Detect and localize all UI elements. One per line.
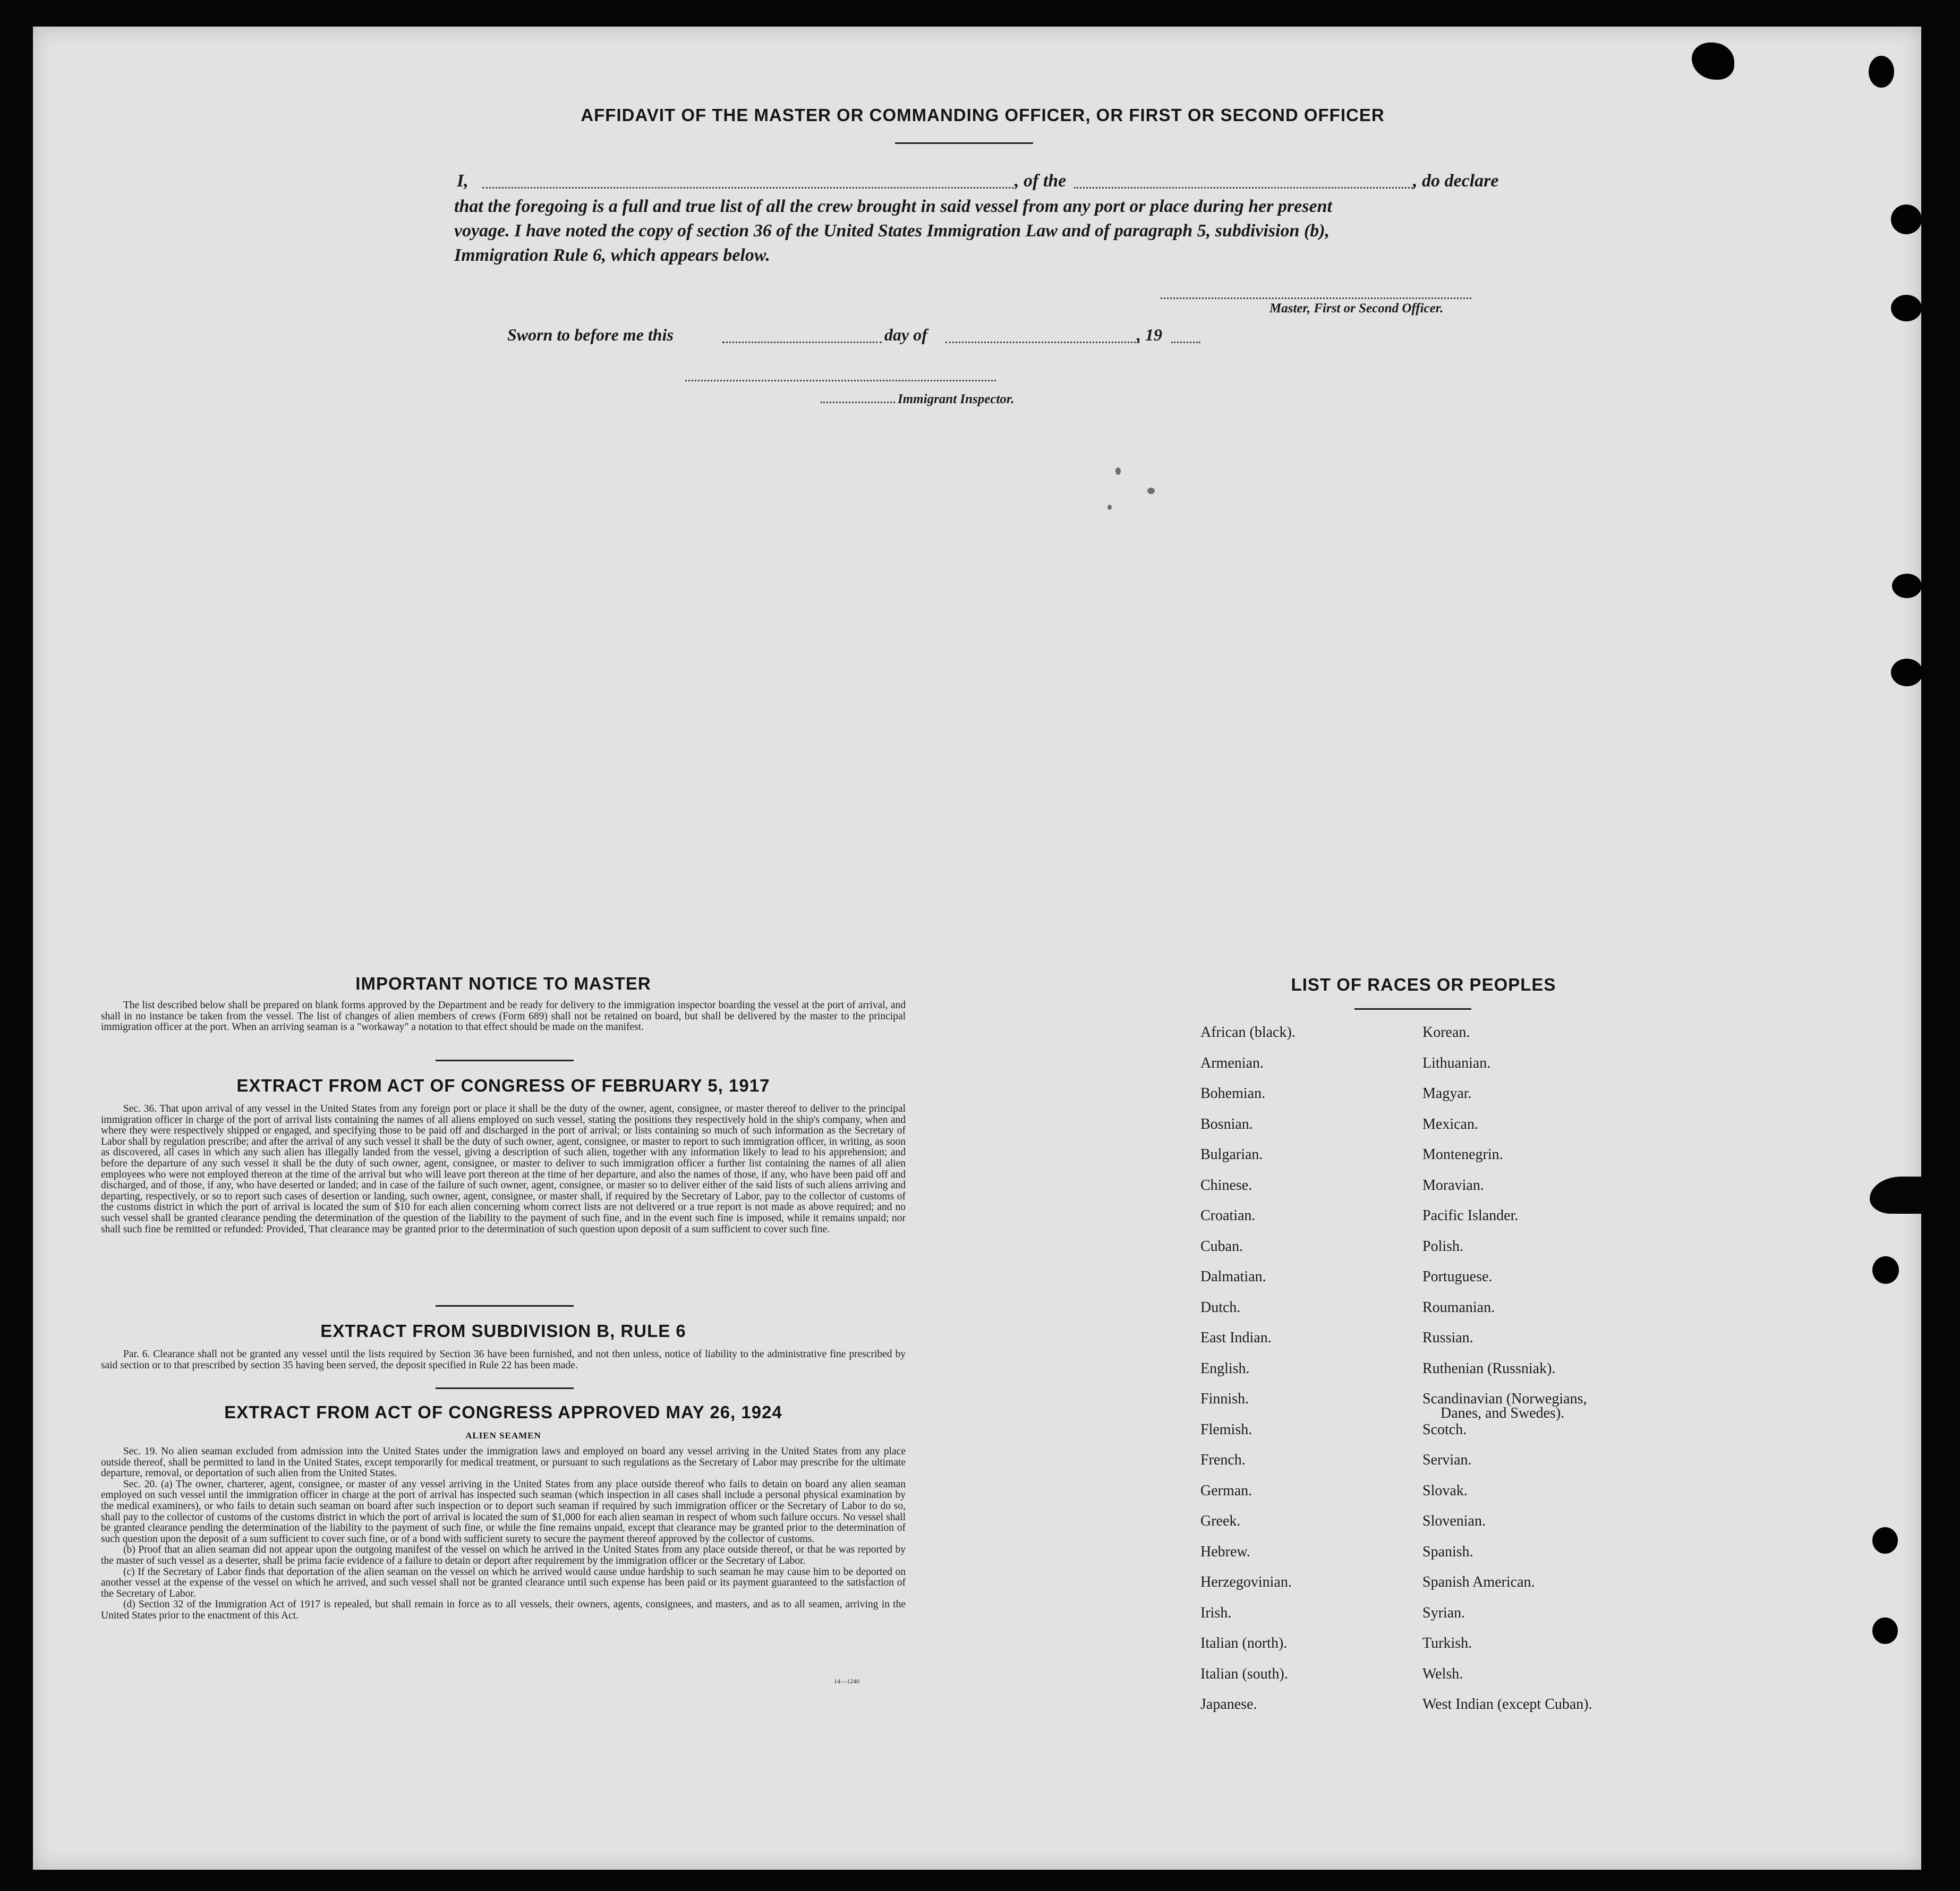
race-item: Magyar. [1422,1085,1472,1102]
affidavit-line-2: that the foregoing is a full and true list of all the crew brought in said vessel from any port or place during her present [454,197,1332,216]
affidavit-title: AFFIDAVIT OF THE MASTER OR COMMANDING OFFICER, OR FIRST OR SECOND OFFICER [581,105,1385,125]
race-item: Japanese. [1200,1696,1257,1713]
race-item: Portuguese. [1422,1268,1493,1285]
affidavit-line-3: voyage. I have noted the copy of section 36 of the United States Immigration Law and of paragraph 5, subdivision (b), [454,221,1330,241]
race-item: Slovenian. [1422,1513,1486,1529]
race-item: Moravian. [1422,1177,1484,1194]
race-item: East Indian. [1200,1330,1272,1346]
extract-rule6-title: EXTRACT FROM SUBDIVISION B, RULE 6 [320,1321,686,1341]
race-item: Dutch. [1200,1299,1241,1316]
race-item: English. [1200,1360,1250,1377]
race-item: Welsh. [1422,1665,1463,1682]
race-item: Greek. [1200,1513,1241,1529]
race-item: Syrian. [1422,1604,1465,1621]
race-item: Dalmatian. [1200,1268,1266,1285]
race-item: Turkish. [1422,1635,1472,1651]
race-item: Hebrew. [1200,1543,1250,1560]
race-item: Bulgarian. [1200,1146,1263,1163]
sec-20b-paragraph: (b) Proof that an alien seaman did not appear upon the outgoing manifest of the vessel on which he arrived in the United States from any place outside thereof, or that he was reported by the master of such vessel as a deserter, shall be prima facie evidence of a failure to detain or deport after requirement by the immigration officer or the Secretary of Labor. [101,1544,906,1566]
alien-seamen-subtitle: ALIEN SEAMEN [465,1430,541,1441]
affidavit-i: I, [457,171,468,191]
race-item: Italian (south). [1200,1665,1288,1682]
race-item: Servian. [1422,1452,1472,1468]
race-item: Slovak. [1422,1482,1468,1499]
sec-19-paragraph: Sec. 19. No alien seaman excluded from admission into the United States under the immigration laws and employed on board any vessel arriving in the United States from any place outside thereof, shall be permitted to land in the United States, except temporarily for medical treatment, or pursuant to such regulations as the Secretary of Labor may prescribe for the ultimate departure, removal, or deportation of such alien from the United States. [101,1446,906,1479]
race-item: Russian. [1422,1330,1473,1346]
paragraph-6: Par. 6. Clearance shall not be granted any vessel until the lists required by Section 36 have been furnished, and not then unless, notice of liability to the administrative fine prescribed by said section or to that prescribed by section 35 having been served, the deposit specified in Rule 22 has been made. [101,1349,906,1371]
race-item: Korean. [1422,1024,1470,1041]
notice-title: IMPORTANT NOTICE TO MASTER [355,974,651,993]
race-item: Pacific Islander. [1422,1207,1519,1224]
race-item: Chinese. [1200,1177,1252,1194]
race-item: Bohemian. [1200,1085,1266,1102]
race-item: Armenian. [1200,1054,1264,1071]
affidavit-declare: , do declare [1413,171,1499,191]
day-of-text: day of [884,325,927,344]
race-item-continuation: Danes, and Swedes). [1441,1405,1565,1421]
notice-paragraph: The list described below shall be prepared on blank forms approved by the Department and be ready for delivery to the immigration inspector boarding the vessel at the port of arrival, and shall in no instance be taken from the vessel. The list of changes of alien members of crews (Form 689) shall not be retained on board, but shall be delivered by the master to the principal immigration officer at the port. When an arriving seaman is a "workaway" a notation to that effect should be made on the manifest. [101,1000,906,1033]
race-item: French. [1200,1452,1246,1468]
race-item: Herzegovinian. [1200,1574,1292,1590]
race-item: African (black). [1200,1024,1296,1041]
race-item: Finnish. [1200,1391,1249,1407]
race-item: German. [1200,1482,1252,1499]
race-item: Bosnian. [1200,1115,1253,1132]
sec-20d-paragraph: (d) Section 32 of the Immigration Act of 1917 is repealed, but shall remain in force as to all vessels, their owners, agents, consignees, and masters, and as to all seamen, arriving in the United States prior to the enactment of this Act. [101,1599,906,1621]
race-item: Ruthenian (Russniak). [1422,1360,1556,1377]
race-item: Montenegrin. [1422,1146,1503,1163]
race-item: Polish. [1422,1238,1464,1255]
races-title: LIST OF RACES OR PEOPLES [1291,975,1556,994]
race-item: Spanish. [1422,1543,1473,1560]
race-item: Cuban. [1200,1238,1243,1255]
sworn-text: Sworn to before me this [507,325,674,344]
race-item: Lithuanian. [1422,1054,1491,1071]
extract-1924-title: EXTRACT FROM ACT OF CONGRESS APPROVED MAY 26, 1924 [224,1402,782,1422]
race-item: Roumanian. [1422,1299,1495,1316]
master-signature-caption: Master, First or Second Officer. [1269,301,1444,316]
race-item: Irish. [1200,1604,1232,1621]
race-item: Mexican. [1422,1115,1478,1132]
race-item: Croatian. [1200,1207,1256,1224]
affidavit-of-the: , of the [1015,171,1067,191]
form-number: 14—1240 [834,1677,859,1685]
sec-20c-paragraph: (c) If the Secretary of Labor finds that deportation of the alien seaman on the vessel on which he arrived would cause undue hardship to such seaman he may cause him to be deported on another vessel at the expense of the vessel on which he arrived, and such vessel shall not be granted clearance until such expense has been paid or its payment guaranteed to the satisfaction of the Secretary of Labor. [101,1566,906,1599]
race-item: Spanish American. [1422,1574,1535,1590]
race-item: Scandinavian (Norwegians, [1422,1391,1587,1407]
extract-1917-title: EXTRACT FROM ACT OF CONGRESS OF FEBRUARY 5, 1917 [236,1076,770,1095]
race-item: Italian (north). [1200,1635,1288,1651]
race-item: Flemish. [1200,1421,1252,1438]
section-36-paragraph: Sec. 36. That upon arrival of any vessel in the United States from any foreign port or place it shall be the duty of the owner, agent, consignee, or master thereof to deliver to the principal immigration officer in charge of the port of arrival lists containing the names of all aliens employed on such vessel, stating the positions they respectively hold in the ship's company, when and where they were respectively shipped or engaged, and specifying those to be paid off and discharged in the port of arrival; or lists containing so much of such information as the Secretary of Labor shall by regulation prescribe; and after the arrival of any such vessel it shall be the duty of such owner, agent, consignee, or master to report to such immigration officer, in writing, as soon as discovered, all cases in which any such alien has illegally landed from the vessel, giving a description of such alien, together with any information likely to lead to his apprehension; and before the departure of any such vessel it shall be the duty of such owner, agent, consignee, or master to deliver to such immigration officer a further list containing the names of all alien employees who were not employed thereon at the time of the arrival but who will leave port thereon at the time of her departure, and also the names of those, if any, who have been paid off and discharged, and of those, if any, who have deserted or landed; and in case of the failure of such owner, agent, consignee, or master so to deliver either of the said lists of such aliens arriving and departing, respectively, or so to report such cases of desertion or landing, such owner, agent, consignee, or master shall, if required by the Secretary of Labor, pay to the collector of customs of the customs district in which the port of arrival is located the sum of $10 for each alien concerning whom correct lists are not delivered or a true report is not made as above required; and no such vessel shall be granted clearance pending the determination of the question of the liability to the payment of such fine, and in the event such fine is imposed, while it remains unpaid; nor shall such fine be remitted or refunded: Provided, That clearance may be granted prior to the determination of such question upon deposit of a sum sufficient to cover such fine. [101,1103,906,1235]
year-text: , 19 [1137,325,1162,344]
inspector-signature-caption: Immigrant Inspector. [898,392,1015,406]
race-item: West Indian (except Cuban). [1422,1696,1592,1713]
sec-20a-paragraph: Sec. 20. (a) The owner, charterer, agent, consignee, or master of any vessel arriving in the United States from any place outside thereof who fails to detain on board any alien seaman employed on such vessel until the immigration officer in charge at the port of arrival has inspected such seaman (which inspection in all cases shall include a personal physical examination by the medical examiners), or who fails to detain such seaman on board after such inspection or to deport such seaman if required by such immigration officer or the Secretary of Labor to do so, shall pay to the collector of customs of the customs district in which the port of arrival is located the sum of $1,000 for each alien seaman in respect of whom such failure occurs. No vessel shall be granted clearance pending the determination of the liability to the payment of such fine, or while the fine remains unpaid, except that clearance may be granted prior to the determination of such question upon the deposit of a sum sufficient to cover such fine, or of a bond with sufficient surety to secure the payment thereof approved by the collector of customs. [101,1478,906,1545]
affidavit-line-4: Immigration Rule 6, which appears below. [454,245,770,265]
race-item: Scotch. [1422,1421,1467,1438]
